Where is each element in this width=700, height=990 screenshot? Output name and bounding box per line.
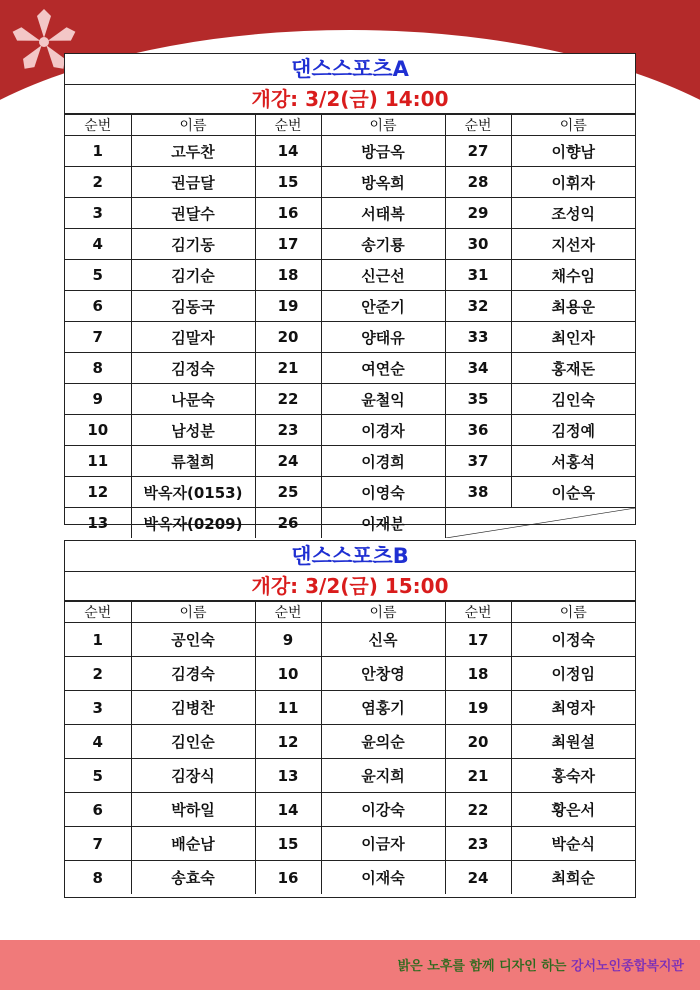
table-cell: 38 [445,477,511,508]
table-row [65,793,635,827]
table-cell: 18 [255,260,321,291]
table-cell: 11 [255,691,321,725]
table-cell: 14 [255,136,321,167]
class-a-time: 개강: 3/2(금) 14:00 [65,85,635,114]
table-row [65,446,635,477]
table-cell: 이재분 [321,508,445,539]
table-cell: 13 [255,759,321,793]
table-cell: 지선자 [511,229,635,260]
column-header: 순번 [445,602,511,623]
table-row [65,136,635,167]
table-cell: 이순옥 [511,477,635,508]
table-cell: 9 [65,384,131,415]
table-cell: 남성분 [131,415,255,446]
table-cell: 35 [445,384,511,415]
table-cell: 10 [65,415,131,446]
table-cell: 13 [65,508,131,539]
table-cell: 고두찬 [131,136,255,167]
table-row [65,623,635,657]
table-cell: 7 [65,322,131,353]
table-cell: 박옥자(0209) [131,508,255,539]
table-cell: 최용운 [511,291,635,322]
table-cell: 권달수 [131,198,255,229]
table-cell: 15 [255,827,321,861]
table-cell: 이금자 [321,827,445,861]
table-cell: 이휘자 [511,167,635,198]
table-cell: 이경자 [321,415,445,446]
class-b-table [65,601,635,894]
table-cell: 10 [255,657,321,691]
header-row [65,602,635,623]
column-header: 순번 [65,602,131,623]
table-cell: 이강숙 [321,793,445,827]
table-cell: 박옥자(0153) [131,477,255,508]
table-cell: 김인숙 [511,384,635,415]
table-cell: 신근선 [321,260,445,291]
table-cell: 32 [445,291,511,322]
footer-slogan [398,955,684,974]
table-cell: 11 [65,446,131,477]
table-row [65,415,635,446]
table-row [65,759,635,793]
table-cell: 23 [255,415,321,446]
table-cell: 권금달 [131,167,255,198]
table-cell: 홍재돈 [511,353,635,384]
table-cell: 21 [445,759,511,793]
table-cell: 22 [445,793,511,827]
table-cell: 8 [65,861,131,895]
table-cell: 윤지희 [321,759,445,793]
table-cell: 17 [445,623,511,657]
table-cell: 류철희 [131,446,255,477]
table-cell: 7 [65,827,131,861]
table-cell: 김인순 [131,725,255,759]
table-cell: 3 [65,198,131,229]
table-cell: 조성익 [511,198,635,229]
table-cell: 8 [65,353,131,384]
table-cell: 30 [445,229,511,260]
table-row [65,167,635,198]
diagonal-line-icon [446,508,636,538]
table-cell: 이향남 [511,136,635,167]
table-cell: 2 [65,167,131,198]
table-cell: 18 [445,657,511,691]
table-cell: 37 [445,446,511,477]
table-cell: 4 [65,229,131,260]
table-cell: 공인숙 [131,623,255,657]
table-cell: 20 [255,322,321,353]
table-cell: 김경숙 [131,657,255,691]
table-cell: 박하일 [131,793,255,827]
table-cell: 안준기 [321,291,445,322]
class-b-title: 댄스스포츠B [65,541,635,572]
table-row [65,322,635,353]
table-cell: 19 [445,691,511,725]
table-cell: 윤의순 [321,725,445,759]
table-cell: 1 [65,623,131,657]
table-cell: 홍숙자 [511,759,635,793]
class-b-sheet [64,540,636,898]
table-cell: 이정임 [511,657,635,691]
table-cell: 24 [255,446,321,477]
table-cell: 21 [255,353,321,384]
table-cell: 5 [65,759,131,793]
table-cell: 김정숙 [131,353,255,384]
column-header: 순번 [255,115,321,136]
table-cell: 이영숙 [321,477,445,508]
table-cell: 12 [255,725,321,759]
table-cell: 나문숙 [131,384,255,415]
table-cell: 김정예 [511,415,635,446]
table-row [65,508,635,539]
table-cell: 방금옥 [321,136,445,167]
table-cell: 2 [65,657,131,691]
table-cell: 17 [255,229,321,260]
table-row [65,353,635,384]
table-row [65,260,635,291]
table-cell: 최원설 [511,725,635,759]
column-header: 순번 [255,602,321,623]
table-cell: 김기동 [131,229,255,260]
table-cell: 안창영 [321,657,445,691]
table-cell: 26 [255,508,321,539]
table-cell: 4 [65,725,131,759]
table-row [65,291,635,322]
table-cell: 이정숙 [511,623,635,657]
table-cell: 김동국 [131,291,255,322]
table-cell: 9 [255,623,321,657]
table-cell: 16 [255,198,321,229]
table-cell: 김병찬 [131,691,255,725]
table-cell: 28 [445,167,511,198]
table-cell: 최인자 [511,322,635,353]
table-cell: 최영자 [511,691,635,725]
table-cell: 김말자 [131,322,255,353]
table-cell: 15 [255,167,321,198]
class-a-sheet [64,53,636,533]
table-cell: 신옥 [321,623,445,657]
table-cell: 5 [65,260,131,291]
table-cell: 34 [445,353,511,384]
column-header: 이름 [321,602,445,623]
table-row [65,477,635,508]
table-cell: 3 [65,691,131,725]
column-header: 순번 [65,115,131,136]
class-b-time: 개강: 3/2(금) 15:00 [65,572,635,601]
table-cell: 여연순 [321,353,445,384]
table-cell: 박순식 [511,827,635,861]
table-cell: 김기순 [131,260,255,291]
table-row [65,827,635,861]
class-a-title: 댄스스포츠A [65,54,635,85]
table-cell: 22 [255,384,321,415]
table-cell: 31 [445,260,511,291]
table-cell: 염홍기 [321,691,445,725]
table-cell: 채수임 [511,260,635,291]
table-row [65,384,635,415]
table-cell: 서홍석 [511,446,635,477]
slogan-text: 밝은 노후를 함께 디자인 하는 [397,959,567,974]
column-header: 이름 [321,115,445,136]
table-row [65,198,635,229]
table-cell: 최희순 [511,861,635,895]
table-row [65,725,635,759]
table-row [65,861,635,895]
column-header: 순번 [445,115,511,136]
table-cell: 27 [445,136,511,167]
table-cell: 19 [255,291,321,322]
table-cell: 김장식 [131,759,255,793]
table-cell: 서태복 [321,198,445,229]
table-cell: 36 [445,415,511,446]
table-cell: 33 [445,322,511,353]
table-cell: 29 [445,198,511,229]
column-header: 이름 [131,115,255,136]
table-cell: 6 [65,291,131,322]
table-cell: 윤철익 [321,384,445,415]
empty-cell-diagonal [445,508,635,539]
table-cell: 16 [255,861,321,895]
table-cell: 14 [255,793,321,827]
table-cell: 23 [445,827,511,861]
table-cell: 12 [65,477,131,508]
table-cell: 황은서 [511,793,635,827]
table-cell: 배순남 [131,827,255,861]
table-row [65,691,635,725]
table-cell: 24 [445,861,511,895]
table-row [65,229,635,260]
table-cell: 이재숙 [321,861,445,895]
table-cell: 양태유 [321,322,445,353]
column-header: 이름 [511,602,635,623]
table-cell: 20 [445,725,511,759]
organization-name: 강서노인종합복지관 [570,959,684,974]
table-cell: 1 [65,136,131,167]
column-header: 이름 [131,602,255,623]
table-cell: 방옥희 [321,167,445,198]
class-a-table [65,114,635,538]
table-cell: 25 [255,477,321,508]
table-cell: 송효숙 [131,861,255,895]
column-header: 이름 [511,115,635,136]
table-cell: 송기룡 [321,229,445,260]
table-row [65,657,635,691]
header-row [65,115,635,136]
table-cell: 이경희 [321,446,445,477]
table-cell: 6 [65,793,131,827]
